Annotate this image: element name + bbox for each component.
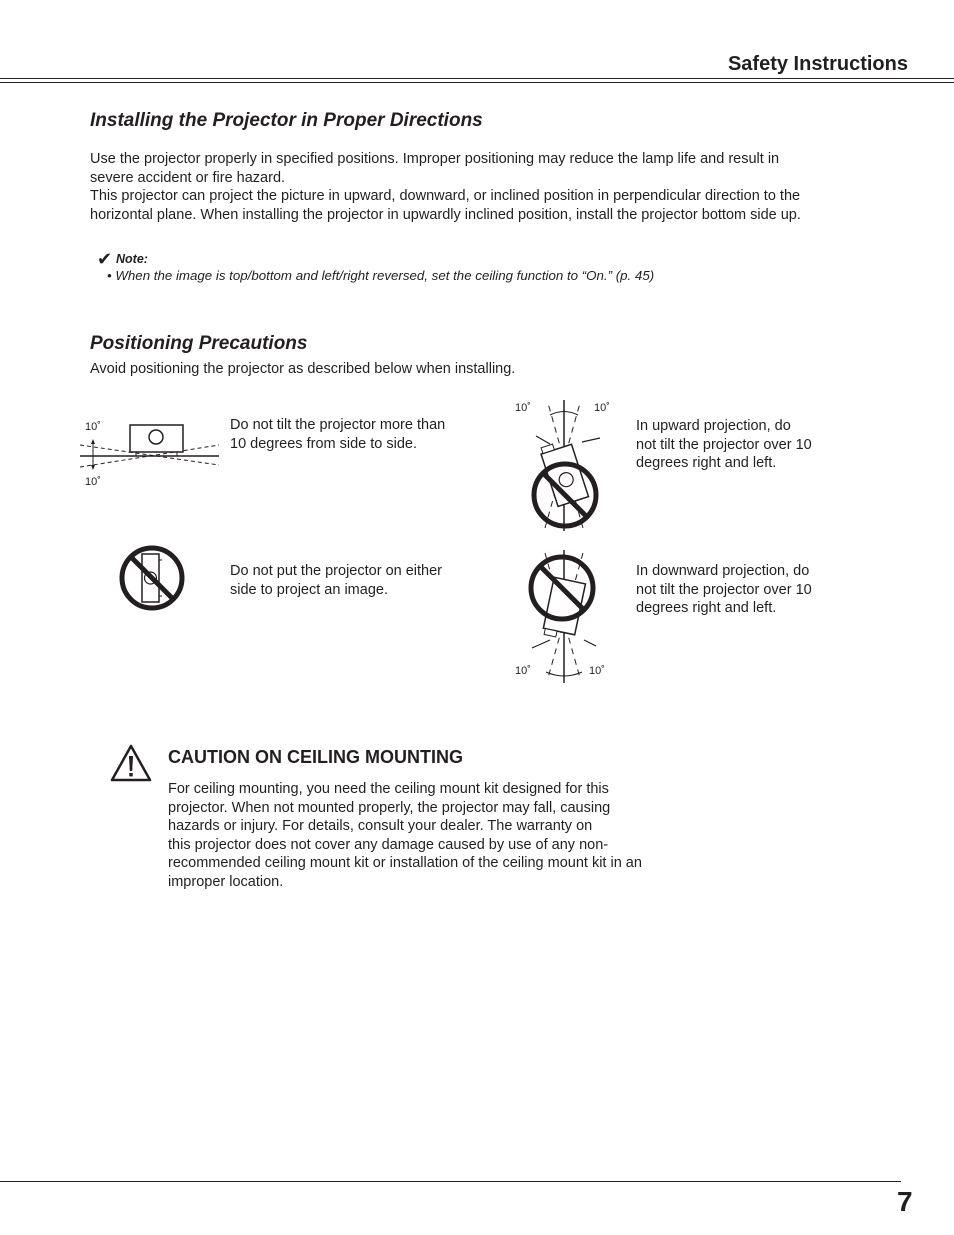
caution-text: For ceiling mounting, you need the ceiling mount kit designed for this projector. When not mounted properly, the projector may fall, causing hazards or injury. For details, consult your dealer. The warranty on this projector does not cover any damage caused by use of any non- recommended ceiling mount kit or installation of the ceiling mount kit in an improper location.: [168, 781, 642, 890]
installing-para1-line2: severe accident or fire hazard.: [90, 169, 286, 186]
page-header-title: Safety Instructions: [727, 53, 908, 75]
positioning-intro: Avoid positioning the projector as described below when installing.: [90, 361, 516, 377]
upward-projection-diagram: [520, 398, 620, 533]
footer-rule: [0, 1181, 901, 1182]
on-side-diagram: [118, 544, 186, 612]
section-title-positioning: Positioning Precautions: [90, 333, 308, 354]
precaution-side-tilt-text: Do not tilt the projector more than 10 degrees from side to side.: [230, 417, 446, 452]
installing-para2-line2: horizontal plane. When installing the projector in upwardly inclined position, install the projector bottom side up.: [90, 206, 801, 223]
precaution-upward-text: In upward projection, do not tilt the projector over 10 degrees right and left.: [636, 418, 812, 472]
installing-para1-line1: Use the projector properly in specified positions. Improper positioning may reduce the lamp life and result in: [90, 151, 780, 167]
checkmark-icon: ✔: [97, 249, 113, 269]
installing-paragraph: [90, 150, 801, 224]
header-rule: [0, 78, 954, 79]
degree-label-bottom: 10˚: [85, 476, 101, 488]
degree-label-upward-left: 10˚: [515, 402, 531, 414]
note-label: Note:: [116, 252, 148, 266]
section-title-installing: Installing the Projector in Proper Directions: [90, 110, 483, 131]
note-text: • When the image is top/bottom and left/right reversed, set the ceiling function to “On.” (p. 45): [107, 268, 655, 283]
degree-label-top: 10˚: [85, 421, 101, 433]
caution-title: CAUTION ON CEILING MOUNTING: [168, 747, 463, 767]
degree-label-downward-left: 10˚: [515, 665, 531, 677]
precaution-on-side-text: Do not put the projector on either side to project an image.: [230, 563, 442, 598]
installing-para2-line1: This projector can project the picture in upward, downward, or inclined position in perpendicular direction to the: [90, 188, 801, 205]
page-number: 7: [897, 1186, 913, 1217]
degree-label-upward-right: 10˚: [594, 402, 610, 414]
downward-projection-diagram: [520, 548, 620, 686]
warning-triangle-icon: [110, 744, 152, 782]
degree-label-downward-right: 10˚: [589, 665, 605, 677]
side-tilt-diagram: [80, 415, 225, 495]
header-rule-thin: [0, 82, 954, 83]
precaution-downward-text: In downward projection, do not tilt the projector over 10 degrees right and left.: [636, 563, 812, 617]
